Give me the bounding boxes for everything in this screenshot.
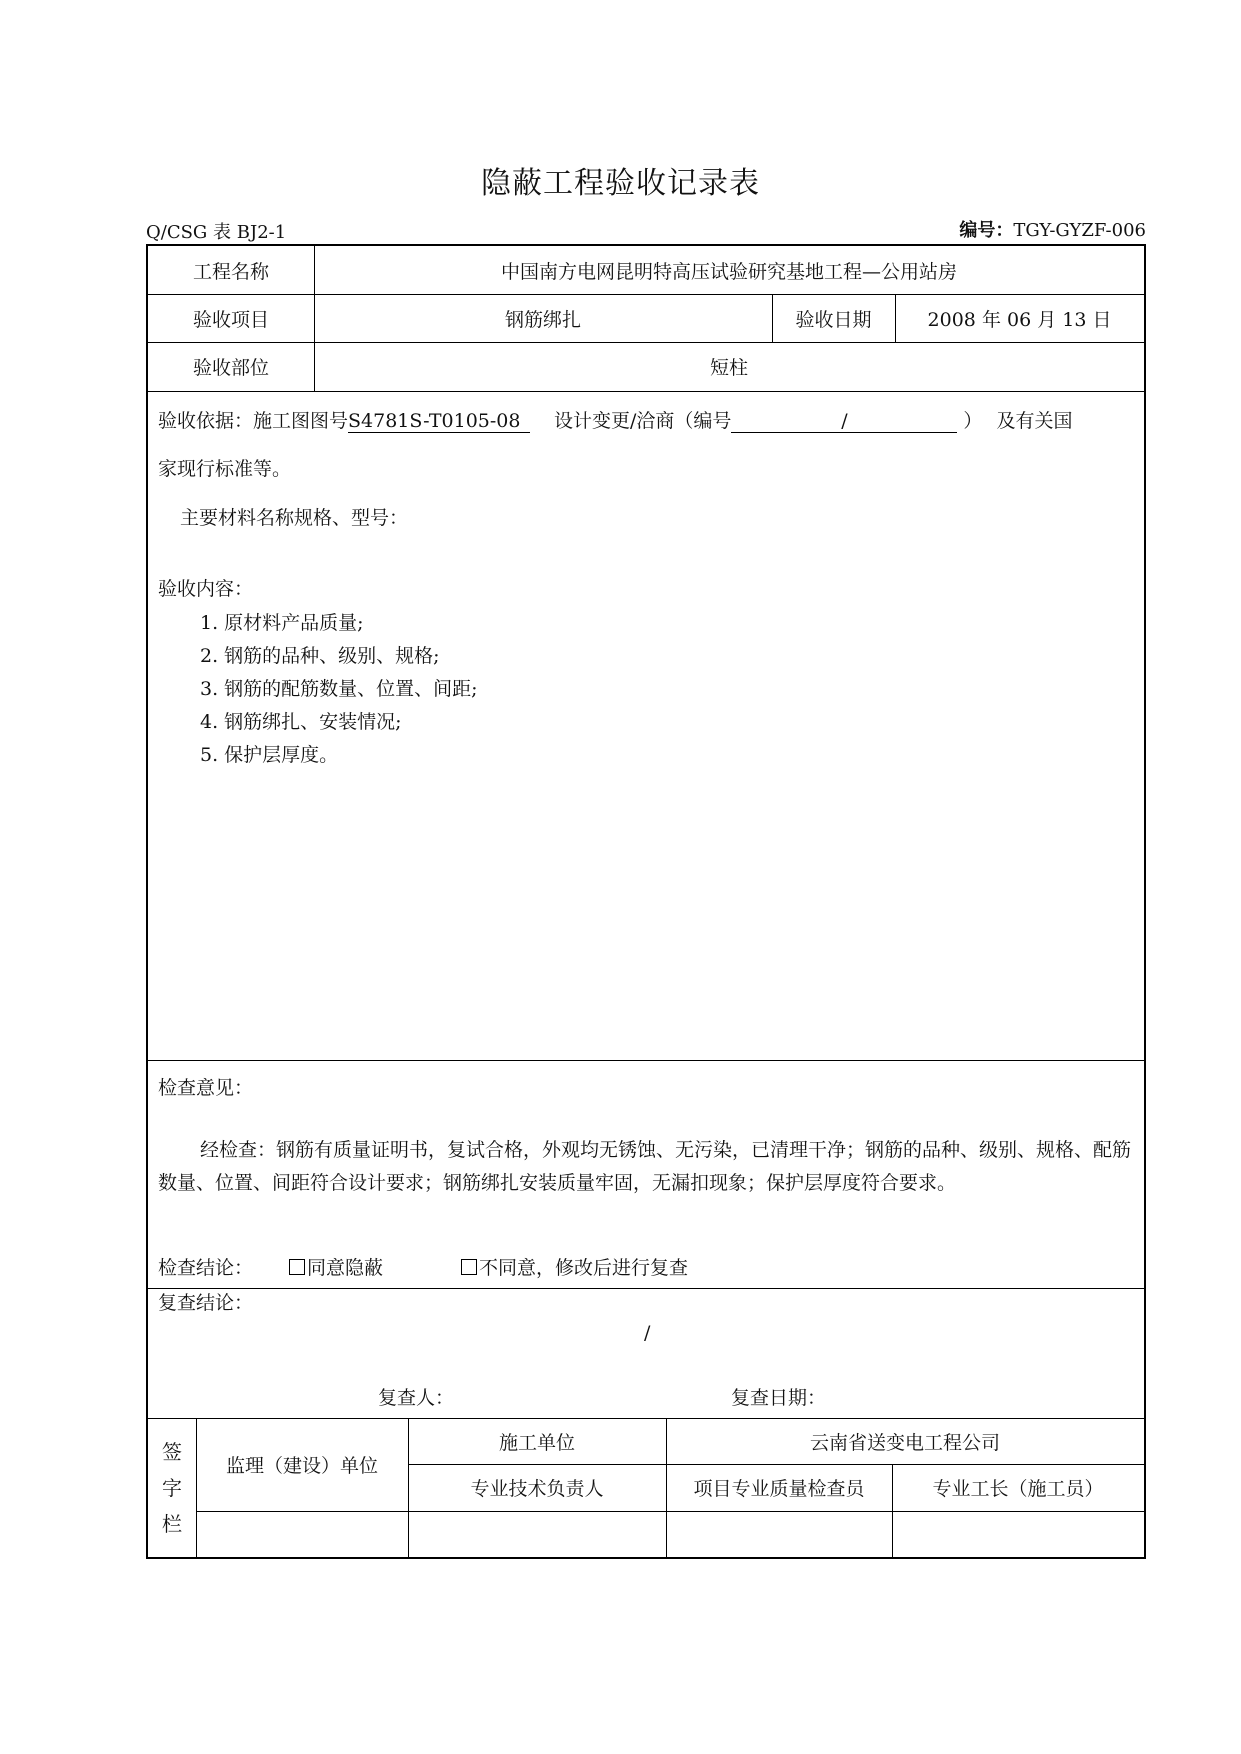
- construction-unit-value: 云南省送变电工程公司: [809, 1431, 1000, 1454]
- quality-inspector-signature-field[interactable]: [666, 1511, 892, 1557]
- drawing-number: S4781S-T0105-08: [348, 410, 530, 433]
- number-label: 编号：: [959, 220, 1014, 241]
- recheck-label: 复查结论：: [158, 1292, 254, 1314]
- date-value: 2008 年 06 月 13 日: [927, 308, 1112, 331]
- inspection-text: 经检查：钢筋有质量证明书，复试合格，外观均无锈蚀、无污染，已清理干净；钢筋的品种、级别、规格、配筋数量、位置、间距符合设计要求；钢筋绑扎安装质量牢固，无漏扣现象；保护层厚度符合要求。: [158, 1139, 1132, 1194]
- design-change-number: /: [731, 410, 957, 433]
- part-value: 短柱: [709, 357, 748, 379]
- item-value: 钢筋绑扎: [504, 308, 581, 331]
- recheck-date-label: 复查日期：: [731, 1387, 827, 1409]
- conclusion-label: 检查结论：: [158, 1257, 254, 1279]
- project-name-label: 工程名称: [192, 260, 269, 283]
- content-item: 5. 保护层厚度。: [200, 744, 339, 766]
- content-item: 1. 原材料产品质量;: [200, 612, 364, 634]
- part-label: 验收部位: [192, 357, 269, 379]
- date-label: 验收日期: [795, 308, 872, 331]
- basis-prefix: 验收依据：施工图图号: [158, 410, 349, 432]
- inspection-label: 检查意见：: [158, 1077, 254, 1099]
- content-item: 2. 钢筋的品种、级别、规格;: [200, 645, 440, 667]
- content-label: 验收内容：: [158, 578, 254, 600]
- tech-lead-signature-field[interactable]: [408, 1511, 666, 1557]
- document-number: [959, 216, 1146, 242]
- materials-label: 主要材料名称规格、型号：: [180, 507, 409, 529]
- close-paren: ）: [963, 410, 983, 432]
- foreman-signature-field[interactable]: [892, 1511, 1144, 1557]
- disagree-checkbox[interactable]: [461, 1259, 477, 1275]
- item-label: 验收项目: [192, 308, 269, 331]
- signature-side-label: 签 字 栏: [162, 1439, 182, 1536]
- inspection-form: [146, 244, 1146, 1559]
- agree-option: 同意隐蔽: [307, 1257, 384, 1279]
- supervisor-signature-field[interactable]: [196, 1511, 408, 1557]
- form-code: Q/CSG 表 BJ2-1: [146, 222, 287, 243]
- content-item: 3. 钢筋的配筋数量、位置、间距;: [200, 678, 478, 700]
- number-value: TGY-GYZF-006: [1013, 220, 1146, 241]
- foreman-label: 专业工长（施工员）: [932, 1478, 1104, 1500]
- document-title: 隐蔽工程验收记录表: [481, 166, 760, 201]
- content-item: 4. 钢筋绑扎、安装情况;: [200, 711, 402, 733]
- basis-continued: 家现行标准等。: [158, 458, 292, 480]
- quality-inspector-label: 项目专业质量检查员: [693, 1478, 865, 1500]
- project-name-value: 中国南方电网昆明特高压试验研究基地工程—公用站房: [500, 260, 957, 283]
- construction-unit-label: 施工单位: [498, 1431, 575, 1454]
- recheck-person-label: 复查人：: [378, 1387, 455, 1409]
- conclusion-line: [158, 1253, 688, 1280]
- tech-lead-label: 专业技术负责人: [470, 1478, 604, 1500]
- disagree-option: 不同意，修改后进行复查: [479, 1257, 689, 1279]
- recheck-value: /: [644, 1322, 651, 1344]
- design-change-label: 设计变更/洽商（编号: [554, 410, 732, 432]
- supervisor-label: 监理（建设）单位: [225, 1455, 378, 1477]
- basis-line: [158, 406, 1072, 433]
- agree-checkbox[interactable]: [289, 1259, 305, 1275]
- basis-suffix: 及有关国: [996, 410, 1073, 432]
